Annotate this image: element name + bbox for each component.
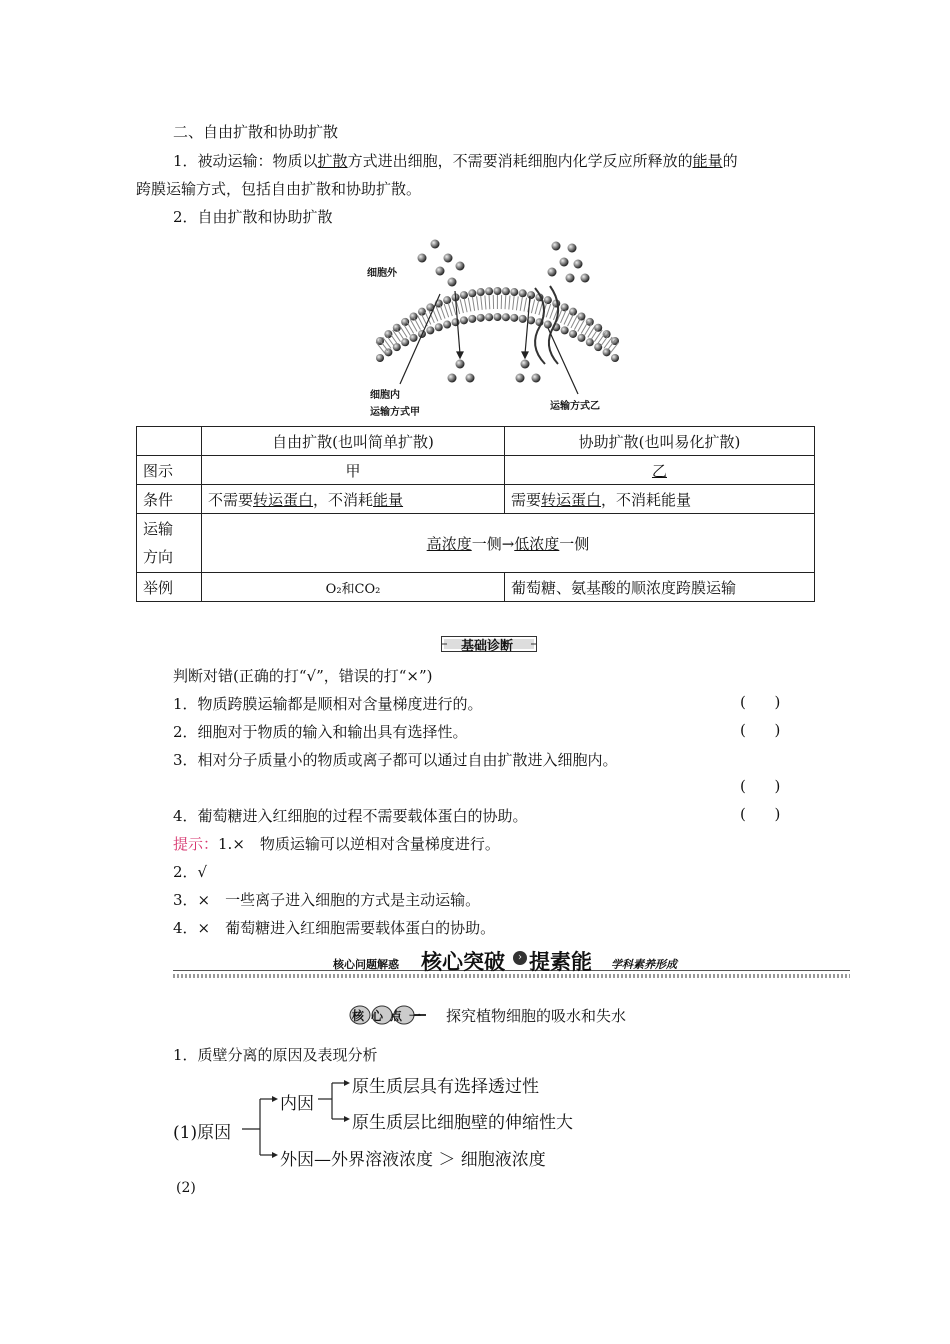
hint-text: 1.× 物质运输可以逆相对含量梯度进行。 [218, 835, 500, 853]
diagnosis-intro: 判断对错(正确的打“√”，错误的打“×”) [173, 667, 433, 685]
answer-bracket[interactable]: ( ) [740, 777, 781, 795]
row-label: 举例 [137, 573, 202, 602]
banner-arrow-icon: › [513, 951, 527, 965]
table-cell [202, 485, 505, 514]
row-label-line: 方向 [143, 548, 174, 566]
question-1: 1．物质跨膜运输都是顺相对含量梯度进行的。 [173, 695, 483, 713]
core-title: 探究植物细胞的吸水和失水 [446, 1007, 627, 1025]
phospholipid-head [468, 315, 476, 323]
phospholipid-head [376, 354, 384, 362]
table-row [137, 456, 815, 485]
banner-main-1: 核心突破 [421, 950, 505, 974]
p1-underline-energy: 能量 [692, 152, 723, 170]
phospholipid-head [510, 314, 518, 322]
phospholipid-head [561, 326, 569, 334]
phospholipid-head [510, 288, 518, 296]
row-label: 图示 [137, 456, 202, 485]
phospholipid-head [586, 318, 594, 326]
tag-label: 基础诊断 [461, 639, 514, 654]
core-point-1: 1．质壁分离的原因及表现分析 [173, 1046, 378, 1064]
phospholipid-head [426, 326, 434, 334]
table-cell: 乙 [505, 456, 815, 485]
cell-underline: 能量 [373, 490, 404, 509]
phospholipid-head [443, 321, 451, 329]
table-cell: 甲 [202, 456, 505, 485]
hint-answer-1 [173, 833, 500, 854]
answer-bracket[interactable]: ( ) [740, 693, 781, 711]
phospholipid-head [468, 289, 476, 297]
banner-dots [173, 974, 850, 978]
table-row [137, 573, 815, 602]
phospholipid-head [435, 323, 443, 331]
hint-answer-3: 3．× 一些离子进入细胞的方式是主动运输。 [173, 891, 481, 909]
phospholipid-head [393, 343, 401, 351]
banner-right-text: 学科素养形成 [611, 958, 677, 971]
internal-reason-1: 原生质层具有选择透过性 [352, 1077, 539, 1097]
cell-underline: 转运蛋白 [541, 490, 602, 509]
question-3: 3．相对分子质量小的物质或离子都可以通过自由扩散进入细胞内。 [173, 751, 618, 769]
cell-text: 一侧 [559, 534, 590, 553]
phospholipid-head [485, 313, 493, 321]
phospholipid-head [603, 348, 611, 356]
paragraph-2: 2．自由扩散和协助扩散 [173, 208, 333, 226]
section-heading: 二、自由扩散和协助扩散 [173, 123, 339, 141]
table-row [137, 427, 815, 456]
phospholipid-head [519, 315, 527, 323]
row-label: 条件 [137, 485, 202, 514]
table-header: 协助扩散(也叫易化扩散) [505, 427, 815, 456]
p1-text-b: 方式进出细胞，不需要消耗细胞内化学反应所释放的 [347, 152, 693, 170]
phospholipid-head [477, 288, 485, 296]
paragraph-1-line2: 跨膜运输方式，包括自由扩散和协助扩散。 [136, 180, 422, 198]
phospholipid-head [527, 291, 535, 299]
phospholipid-head [460, 316, 468, 324]
cell-text: ，不消耗 [313, 490, 374, 509]
phospholipid-head [586, 338, 594, 346]
comparison-table [136, 426, 815, 602]
internal-reason-2: 原生质层比细胞壁的伸缩性大 [352, 1113, 573, 1133]
phospholipid-head [544, 296, 552, 304]
cell-text: 不需要 [208, 490, 254, 509]
phospholipid-head [401, 338, 409, 346]
row-label-line: 运输 [143, 520, 174, 538]
table-header: 自由扩散(也叫简单扩散) [202, 427, 505, 456]
membrane-diagram [360, 236, 635, 416]
internal-label: 内因 [280, 1094, 314, 1114]
phospholipid-head [494, 313, 502, 321]
phospholipid-head [384, 330, 392, 338]
hint-answer-4: 4．× 葡萄糖进入红细胞需要载体蛋白的协助。 [173, 919, 496, 937]
phospholipid-head [502, 313, 510, 321]
core-tag [348, 1004, 429, 1026]
answer-bracket[interactable]: ( ) [740, 805, 781, 823]
core-point-2: (2) [176, 1180, 196, 1196]
phospholipid-head [452, 318, 460, 326]
paragraph-1 [173, 150, 738, 171]
core-banner [173, 946, 850, 980]
label-mode-a: 运输方式甲 [370, 407, 420, 418]
phospholipid-head [384, 348, 392, 356]
cell-text: 一侧→ [471, 534, 515, 553]
phospholipid-head [502, 287, 510, 295]
cell-underline: 低浓度 [514, 534, 560, 553]
answer-bracket[interactable]: ( ) [740, 721, 781, 739]
p1-text-c: 的 [722, 152, 738, 170]
phospholipid-head [519, 289, 527, 297]
table-cell [202, 514, 815, 573]
table-row [137, 514, 815, 573]
banner-left-text: 核心问题解惑 [333, 958, 399, 971]
cell-underline: 转运蛋白 [253, 490, 314, 509]
banner-rule [173, 970, 850, 971]
phospholipid-head [485, 287, 493, 295]
phospholipid-head [410, 334, 418, 342]
phospholipid-head [594, 343, 602, 351]
phospholipid-head [393, 324, 401, 332]
hint-label: 提示： [173, 835, 219, 853]
banner-main-2: 提素能 [529, 950, 592, 974]
core-tag-label: 核心点一 [352, 1009, 429, 1023]
phospholipid-head [477, 314, 485, 322]
cause-label: (1)原因 [173, 1123, 232, 1143]
p1-underline-diffusion: 扩散 [317, 152, 348, 170]
question-2: 2．细胞对于物质的输入和输出具有选择性。 [173, 723, 468, 741]
diagnosis-tag [441, 634, 537, 654]
phospholipid-head [569, 330, 577, 338]
phospholipid-head [544, 321, 552, 329]
phospholipid-head [443, 296, 451, 304]
question-4: 4．葡萄糖进入红细胞的过程不需要载体蛋白的协助。 [173, 807, 528, 825]
phospholipid-head [611, 354, 619, 362]
cell-text: 需要 [511, 490, 542, 509]
cell-underline: 高浓度 [426, 534, 472, 553]
phospholipid-head [494, 287, 502, 295]
hint-answer-2: 2．√ [173, 863, 208, 881]
cell-text: ，不消耗能量 [601, 490, 692, 509]
label-inside: 细胞内 [370, 390, 400, 401]
p1-text-a: 1．被动运输：物质以 [173, 152, 318, 170]
table-cell [505, 485, 815, 514]
phospholipid-head [460, 291, 468, 299]
label-outside: 细胞外 [367, 268, 397, 279]
table-cell [137, 427, 202, 456]
external-reason: 外因—外界溶液浓度 ＞ 细胞液浓度 [280, 1150, 546, 1170]
row-label [137, 514, 202, 573]
table-row [137, 485, 815, 514]
label-mode-b: 运输方式乙 [550, 401, 600, 412]
table-cell: 葡萄糖、氨基酸的顺浓度跨膜运输 [505, 573, 815, 602]
table-cell: O₂和CO₂ [202, 573, 505, 602]
